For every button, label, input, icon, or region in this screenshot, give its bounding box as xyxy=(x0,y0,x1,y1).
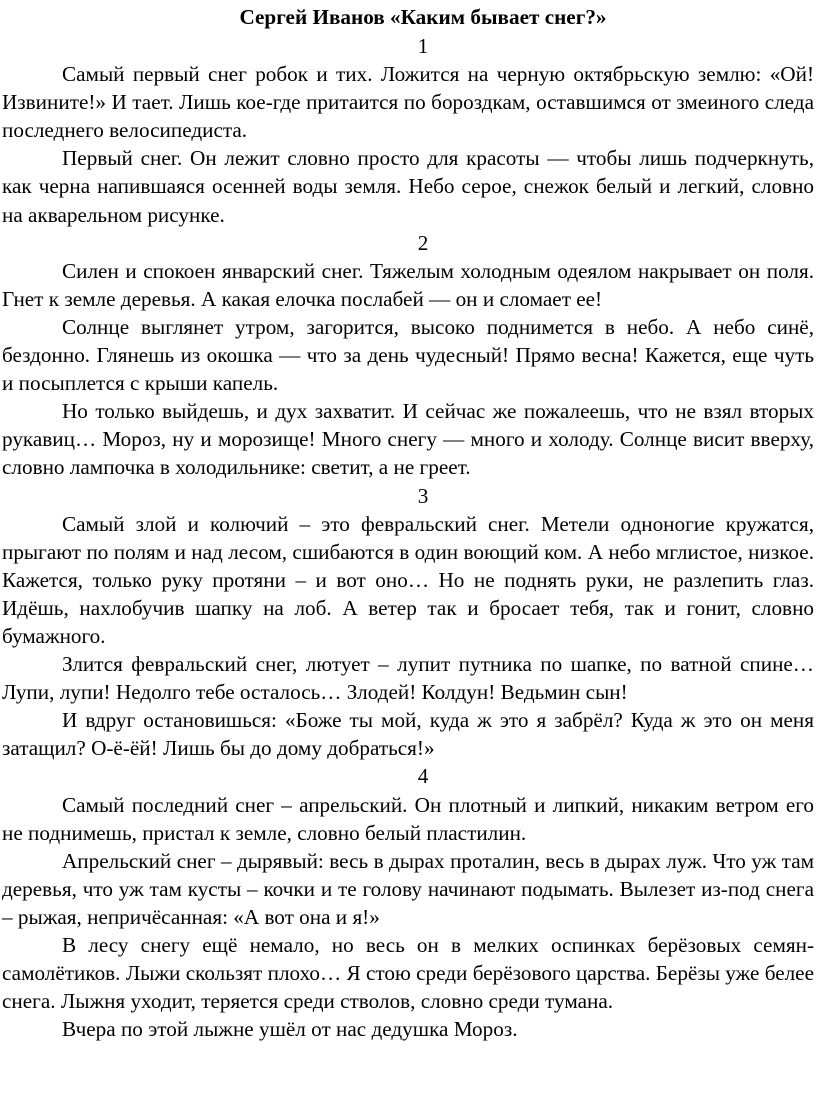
paragraph: Солнце выглянет утром, загорится, высоко поднимется в небо. А небо синё, бездонно. Глянешь из окошка — что за день чудесный! Прямо весна! Кажется, еще чуть и посыплется с крыши капель. xyxy=(2,314,814,396)
paragraph: Вчера по этой лыжне ушёл от нас дедушка Мороз. xyxy=(62,1017,518,1042)
paragraph: Апрельский снег – дырявый: весь в дырах проталин, весь в дырах луж. Что уж там деревья, что уж там кусты – кочки и те голову начинают подымать. Вылезет из-под снега – рыжая, непричёсанная: «А вот она и я!» xyxy=(2,848,814,929)
paragraph: Силен и спокоен январский снег. Тяжелым холодным одеялом накрывает он поля. Гнет к земле деревья. А какая елочка послабей — он и сломает ее! xyxy=(2,258,814,311)
section-number-2: 2 xyxy=(417,230,429,255)
paragraph: И вдруг остановишься: «Боже ты мой, куда ж это я забрёл? Куда ж это он меня затащил? О-ё-ёй! Лишь бы до дому добраться!» xyxy=(2,708,814,761)
document-title: Сергей Иванов «Каким бывает снег?» xyxy=(239,5,607,29)
paragraph: Самый злой и колючий – это февральский снег. Метели одноногие кружатся, прыгают по полям и над лесом, сшибаются в один воющий ком. А небо мглистое, низкое. Кажется, только руку протяни – и вот оно… Но не поднять руки, не разлепить глаз. Идёшь, нахлобучив шапку на лоб. А ветер так и бросает тебя, так и гонит, словно бумажного. xyxy=(2,511,814,648)
paragraph: Самый первый снег робок и тих. Ложится на черную октябрьскую землю: «Ой! Извините!» И тает. Лишь кое-где притаится по бороздкам, оставшимся от змеиного следа последнего велосипедиста. xyxy=(2,62,814,143)
paragraph: Первый снег. Он лежит словно просто для красоты — чтобы лишь подчеркнуть, как черна напившаяся осенней воды земля. Небо серое, снежок белый и легкий, словно на акварельном рисунке. xyxy=(2,146,814,227)
section-number-4: 4 xyxy=(417,764,429,789)
paragraph: Но только выйдешь, и дух захватит. И сейчас же пожалеешь, что не взял вторых рукавиц… Мороз, ну и морозище! Много снегу — много и холоду. Солнце висит вверху, словно лампочка в холодильнике: светит, а не греет. xyxy=(2,399,814,480)
paragraph: Самый последний снег – апрельский. Он плотный и липкий, никаким ветром его не поднимешь, пристал к земле, словно белый пластилин. xyxy=(2,792,814,845)
section-number-3: 3 xyxy=(417,483,429,508)
paragraph: Злится февральский снег, лютует – лупит путника по шапке, по ватной спине… Лупи, лупи! Недолго тебе осталось… Злодей! Колдун! Ведьмин сын! xyxy=(2,652,814,705)
paragraph: В лесу снегу ещё немало, но весь он в мелких оспинках берёзовых семян-самолётиков. Лыжи скользят плохо… Я стою среди берёзового царства. Берёзы уже белее снега. Лыжня уходит, теряется среди стволов, словно среди тумана. xyxy=(2,933,814,1014)
section-number-1: 1 xyxy=(417,34,429,58)
